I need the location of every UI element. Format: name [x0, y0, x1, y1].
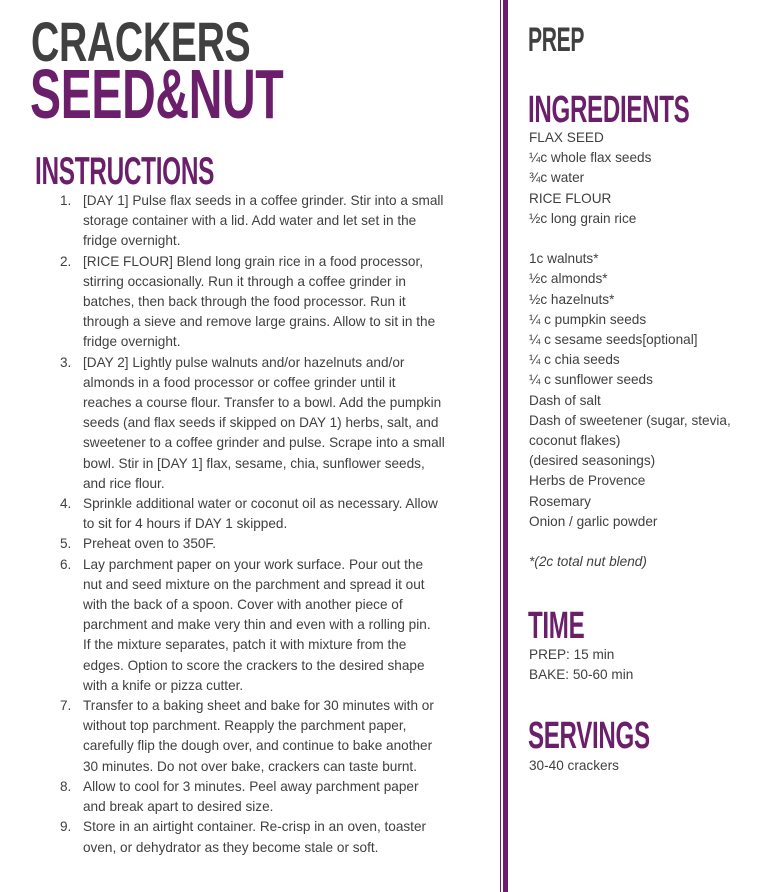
ingredients-list — [529, 128, 731, 572]
ingredient-item: Onion / garlic powder — [529, 513, 658, 529]
step-text-line: to sit for 4 hours if DAY 1 skipped. — [83, 516, 288, 532]
step-text-line: and break apart to desired size. — [83, 799, 274, 815]
ingredient-item: ½c hazelnuts* — [529, 291, 615, 307]
step-text-line: seeds (and flax seeds if skipped on DAY 1) herbs, salt, and — [83, 415, 439, 431]
instruction-step — [48, 252, 488, 353]
step-text-line: [DAY 2] Lightly pulse walnuts and/or hazelnuts and/or — [83, 354, 405, 370]
step-number: 7. — [60, 698, 72, 714]
ingredient-item: FLAX SEED — [529, 130, 604, 145]
step-text-line: bowl. Stir in [DAY 1] flax, sesame, chia, sunflower seeds, — [83, 455, 425, 471]
step-text-line: stirring occasionally. Run it through a coffee grinder in — [83, 273, 406, 289]
step-text-line: If the mixture separates, patch it with mixture from the — [83, 637, 407, 653]
step-text-line: 30 minutes. Do not over bake, crackers can taste burnt. — [83, 758, 417, 774]
ingredient-item: ¼ c sesame seeds[optional] — [529, 332, 698, 348]
ingredient-item: Dash of sweetener (sugar, stevia, — [529, 412, 731, 428]
servings-heading: SERVINGS — [528, 715, 650, 757]
step-text-line: nut and seed mixture on the parchment and spread it out — [83, 576, 425, 592]
ingredient-item: ¾c water — [529, 170, 585, 186]
step-text-line: reaches a course flour. Transfer to a bowl. Add the pumpkin — [83, 395, 442, 411]
step-number: 1. — [60, 193, 72, 208]
ingredient-item: ¼c whole flax seeds — [529, 150, 652, 166]
ingredient-item — [529, 532, 731, 552]
nut-blend-note: *(2c total nut blend) — [529, 554, 647, 570]
step-text-line: and rice flour. — [83, 475, 165, 491]
instruction-step — [48, 191, 488, 252]
step-text-line: [RICE FLOUR] Blend long grain rice in a food processor, — [83, 253, 424, 269]
instruction-step — [48, 696, 488, 777]
step-text-line: sweetener to a coffee grinder and pulse. Scrape into a small — [83, 435, 445, 451]
step-number: 3. — [60, 354, 72, 370]
instructions-list — [48, 191, 488, 858]
ingredient-item: Rosemary — [529, 493, 591, 509]
ingredient-item: ¼ c sunflower seeds — [529, 372, 653, 388]
time-list — [529, 645, 633, 685]
instructions-heading: INSTRUCTIONS — [35, 150, 215, 193]
servings-item: 30-40 crackers — [529, 758, 619, 773]
instruction-step — [48, 494, 488, 534]
step-text-line: Transfer to a baking sheet and bake for 30 minutes with or — [83, 698, 434, 714]
step-text-line: parchment and make very thin and even with a rolling pin. — [83, 617, 431, 633]
step-text-line: Store in an airtight container. Re-crisp in an oven, toaster — [83, 819, 427, 835]
ingredient-item: Herbs de Provence — [529, 473, 646, 489]
step-text-line: with a knife or pizza cutter. — [83, 677, 244, 693]
step-number: 8. — [60, 778, 72, 794]
step-text-line: fridge overnight. — [83, 233, 181, 249]
instruction-step — [48, 817, 488, 857]
time-item: PREP: 15 min — [529, 647, 615, 662]
time-heading: TIME — [528, 605, 585, 647]
ingredients-heading: INGREDIENTS — [528, 89, 690, 131]
column-divider-thick — [503, 0, 508, 892]
step-number: 9. — [60, 819, 72, 835]
step-number: 5. — [60, 536, 72, 552]
ingredient-item — [529, 229, 731, 249]
step-number: 2. — [60, 253, 72, 269]
step-text-line: storage container with a lid. Add water and let set in the — [83, 213, 417, 229]
title-crackers: CRACKERS — [31, 10, 251, 73]
prep-heading: PREP — [528, 21, 585, 59]
ingredient-item: Dash of salt — [529, 392, 601, 408]
step-text-line: Allow to cool for 3 minutes. Peel away parchment paper — [83, 778, 419, 794]
step-text-line: fridge overnight. — [83, 334, 181, 350]
title-seed-nut: SEED&NUT — [30, 55, 284, 133]
instruction-step — [48, 353, 488, 494]
ingredient-item: 1c walnuts* — [529, 251, 599, 267]
instruction-step — [48, 777, 488, 817]
step-text-line: batches, then back through the food processor. Run it — [83, 294, 406, 310]
step-text-line: [DAY 1] Pulse flax seeds in a coffee grinder. Stir into a small — [83, 193, 444, 208]
ingredient-item: (desired seasonings) — [529, 453, 656, 469]
ingredient-item: RICE FLOUR — [529, 190, 612, 206]
ingredient-item: ½c long grain rice — [529, 210, 637, 226]
step-text-line: Preheat oven to 350F. — [83, 536, 217, 552]
step-text-line: carefully flip the dough over, and continue to bake another — [83, 738, 433, 754]
step-number: 6. — [60, 556, 72, 572]
step-text-line: without top parchment. Reapply the parchment paper, — [83, 718, 407, 734]
ingredient-item: coconut flakes) — [529, 433, 621, 449]
step-number: 4. — [60, 496, 72, 512]
instruction-step — [48, 555, 488, 696]
step-text-line: Lay parchment paper on your work surface. Pour out the — [83, 556, 424, 572]
ingredient-item: ¼ c chia seeds — [529, 352, 620, 368]
ingredient-item: ¼ c pumpkin seeds — [529, 311, 647, 327]
step-text-line: through a sieve and remove large grains. Allow to sit in the — [83, 314, 436, 330]
servings-list — [529, 756, 619, 776]
instruction-step — [48, 534, 488, 554]
step-text-line: edges. Option to score the crackers to the desired shape — [83, 657, 425, 673]
column-divider-thin — [500, 0, 501, 892]
step-text-line: oven, or dehydrator as they become stale or soft. — [83, 839, 379, 855]
step-text-line: Sprinkle additional water or coconut oil as necessary. Allow — [83, 496, 438, 512]
ingredient-item: ½c almonds* — [529, 271, 608, 287]
step-text-line: with the back of a spoon. Cover with another piece of — [83, 597, 403, 613]
step-text-line: almonds in a food processor or coffee grinder until it — [83, 374, 396, 390]
time-item: BAKE: 50-60 min — [529, 667, 634, 683]
